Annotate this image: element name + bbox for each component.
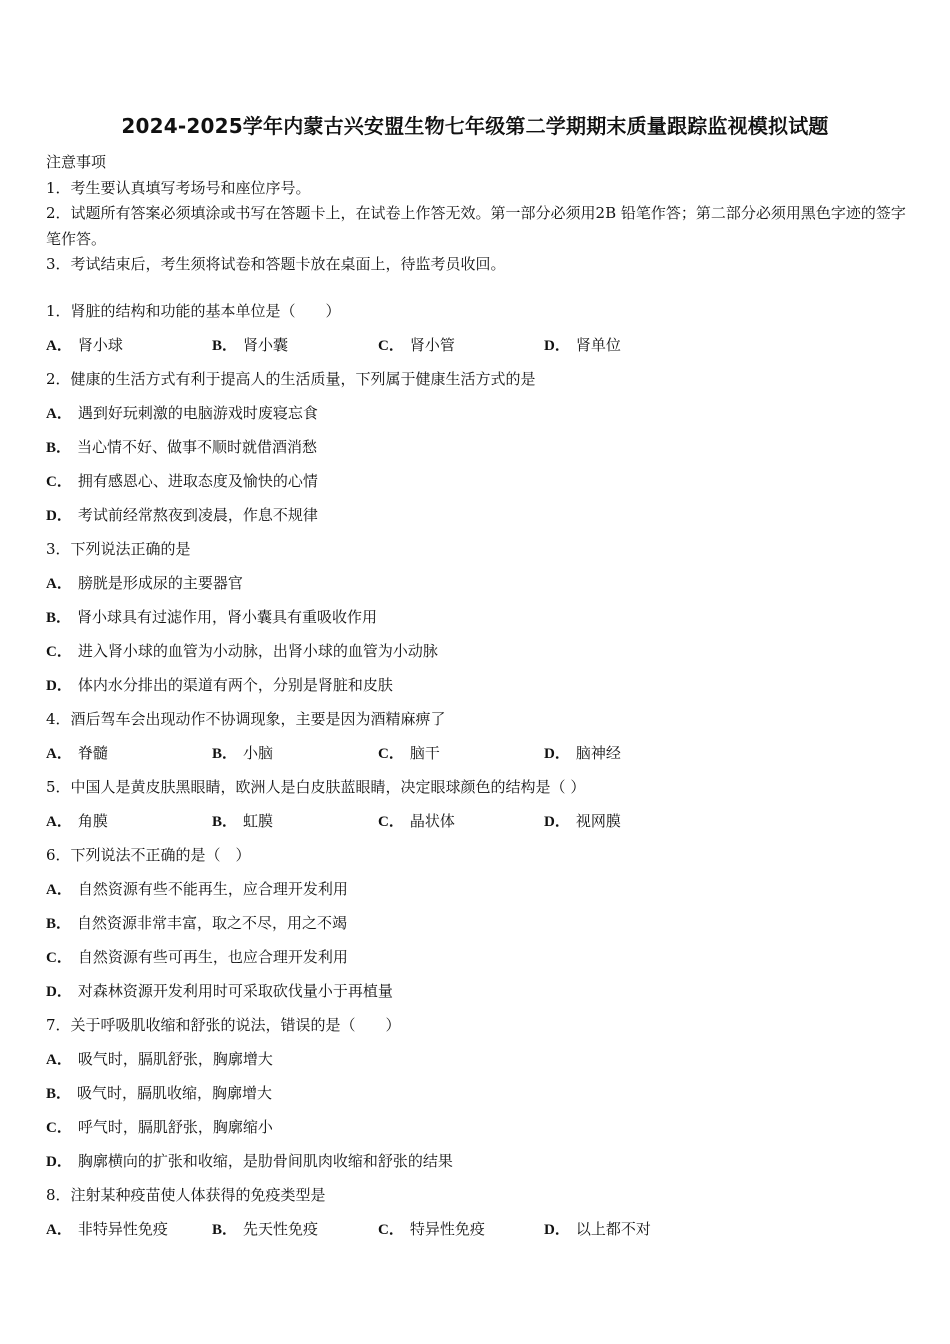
option-text: 吸气时，膈肌舒张，胸廓增大 [77, 1050, 273, 1068]
option-row [46, 331, 908, 365]
option-text: 特异性免疫 [409, 1220, 485, 1238]
answer-option [46, 807, 212, 841]
answer-option [46, 671, 908, 705]
question-stem: 4．酒后驾车会出现动作不协调现象，主要是因为酒精麻痹了 [46, 710, 446, 728]
option-label: D． [544, 746, 570, 762]
answer-option [212, 739, 378, 773]
option-text: 拥有感恩心、进取态度及愉快的心情 [77, 472, 318, 490]
option-label: D． [46, 678, 72, 694]
answer-option [46, 1113, 908, 1147]
notice-item: 2．试题所有答案必须填涂或书写在答题卡上，在试卷上作答无效。第一部分必须用2B 铅笔作答；第二部分必须用黑色字迹的签字笔作答。 [46, 204, 906, 248]
answer-option [46, 875, 908, 909]
answer-option [46, 603, 908, 637]
option-label: A． [46, 576, 72, 592]
option-text: 以上都不对 [575, 1220, 651, 1238]
option-label: D． [46, 1154, 72, 1170]
option-text: 晶状体 [409, 812, 455, 830]
answer-option [378, 1215, 544, 1249]
answer-option [212, 331, 378, 365]
option-text: 当心情不好、做事不顺时就借酒消愁 [77, 438, 318, 456]
option-text: 肾小管 [409, 336, 455, 354]
option-label: B． [46, 1086, 72, 1102]
answer-option [46, 739, 212, 773]
answer-option [378, 807, 544, 841]
option-text: 考试前经常熬夜到凌晨，作息不规律 [77, 506, 318, 524]
answer-option [544, 807, 710, 841]
option-label: A． [46, 406, 72, 422]
option-label: A． [46, 882, 72, 898]
question-stem: 6．下列说法不正确的是（ ） [46, 846, 251, 864]
answer-option [46, 433, 908, 467]
option-text: 肾单位 [575, 336, 621, 354]
option-text: 膀胱是形成尿的主要器官 [77, 574, 243, 592]
option-text: 视网膜 [575, 812, 621, 830]
option-row [46, 807, 908, 841]
option-text: 进入肾小球的血管为小动脉，出肾小球的血管为小动脉 [77, 642, 438, 660]
option-label: D． [544, 1222, 570, 1238]
option-text: 肾小球具有过滤作用，肾小囊具有重吸收作用 [77, 608, 378, 626]
notice-item: 1．考生要认真填写考场号和座位序号。 [46, 178, 311, 197]
option-label: C． [46, 644, 72, 660]
answer-option [544, 1215, 710, 1249]
option-label: B． [212, 1222, 238, 1238]
option-label: C． [378, 1222, 404, 1238]
question-stem: 3．下列说法正确的是 [46, 540, 191, 558]
option-label: C． [46, 950, 72, 966]
question-stem: 8．注射某种疫苗使人体获得的免疫类型是 [46, 1186, 326, 1204]
option-text: 胸廓横向的扩张和收缩，是肋骨间肌肉收缩和舒张的结果 [77, 1152, 453, 1170]
option-label: D． [46, 984, 72, 1000]
answer-option [544, 739, 710, 773]
question-stem: 7．关于呼吸肌收缩和舒张的说法，错误的是（ ） [46, 1016, 401, 1034]
answer-option [46, 1045, 908, 1079]
notice-heading: 注意事项 [46, 153, 107, 171]
answer-option [46, 467, 908, 501]
answer-option [46, 1079, 908, 1113]
answer-option [378, 331, 544, 365]
option-label: B． [212, 746, 238, 762]
option-row [46, 739, 908, 773]
option-text: 呼气时，膈肌舒张，胸廓缩小 [77, 1118, 273, 1136]
option-label: C． [46, 1120, 72, 1136]
option-text: 虹膜 [243, 812, 274, 830]
option-text: 脑神经 [575, 744, 621, 762]
option-text: 自然资源有些可再生，也应合理开发利用 [77, 948, 348, 966]
option-label: B． [46, 610, 72, 626]
option-text: 自然资源有些不能再生，应合理开发利用 [77, 880, 348, 898]
option-label: C． [46, 474, 72, 490]
option-label: A． [46, 1222, 72, 1238]
answer-option [46, 569, 908, 603]
option-label: A． [46, 338, 72, 354]
option-text: 肾小囊 [243, 336, 289, 354]
page-title: 2024-2025学年内蒙古兴安盟生物七年级第二学期期末质量跟踪监视模拟试题 [121, 114, 829, 138]
answer-option [46, 977, 908, 1011]
question-stem: 5．中国人是黄皮肤黑眼睛，欧洲人是白皮肤蓝眼睛，决定眼球颜色的结构是（ ） [46, 778, 586, 796]
option-label: D． [544, 814, 570, 830]
option-text: 肾小球 [77, 336, 123, 354]
option-text: 体内水分排出的渠道有两个，分别是肾脏和皮肤 [77, 676, 393, 694]
option-text: 非特异性免疫 [77, 1220, 168, 1238]
option-text: 对森林资源开发利用时可采取砍伐量小于再植量 [77, 982, 393, 1000]
answer-option [46, 501, 908, 535]
answer-option [46, 399, 908, 433]
option-row [46, 1215, 908, 1249]
answer-option [212, 1215, 378, 1249]
option-label: A． [46, 1052, 72, 1068]
option-label: D． [46, 508, 72, 524]
option-text: 小脑 [243, 744, 274, 762]
answer-option [46, 331, 212, 365]
option-label: A． [46, 814, 72, 830]
option-text: 脑干 [409, 744, 440, 762]
option-label: B． [212, 338, 238, 354]
notice-item: 3．考试结束后，考生须将试卷和答题卡放在桌面上，待监考员收回。 [46, 255, 506, 273]
question-stem: 2．健康的生活方式有利于提高人的生活质量，下列属于健康生活方式的是 [46, 370, 536, 388]
answer-option [212, 807, 378, 841]
option-label: B． [212, 814, 238, 830]
answer-option [46, 943, 908, 977]
notice-section [46, 150, 908, 278]
answer-option [544, 331, 710, 365]
option-text: 遇到好玩刺激的电脑游戏时废寝忘食 [77, 404, 318, 422]
option-text: 先天性免疫 [243, 1220, 319, 1238]
option-text: 脊髓 [77, 744, 108, 762]
option-text: 自然资源非常丰富，取之不尽，用之不竭 [77, 914, 348, 932]
option-label: B． [46, 916, 72, 932]
option-text: 吸气时，膈肌收缩，胸廓增大 [77, 1084, 273, 1102]
answer-option [46, 1215, 212, 1249]
option-label: D． [544, 338, 570, 354]
answer-option [46, 637, 908, 671]
option-label: B． [46, 440, 72, 456]
answer-option [46, 1147, 908, 1181]
question-list [46, 297, 908, 1249]
question-stem: 1．肾脏的结构和功能的基本单位是（ ） [46, 302, 341, 320]
option-label: C． [378, 814, 404, 830]
option-text: 角膜 [77, 812, 108, 830]
option-label: A． [46, 746, 72, 762]
answer-option [46, 909, 908, 943]
option-label: C． [378, 746, 404, 762]
answer-option [378, 739, 544, 773]
option-label: C． [378, 338, 404, 354]
